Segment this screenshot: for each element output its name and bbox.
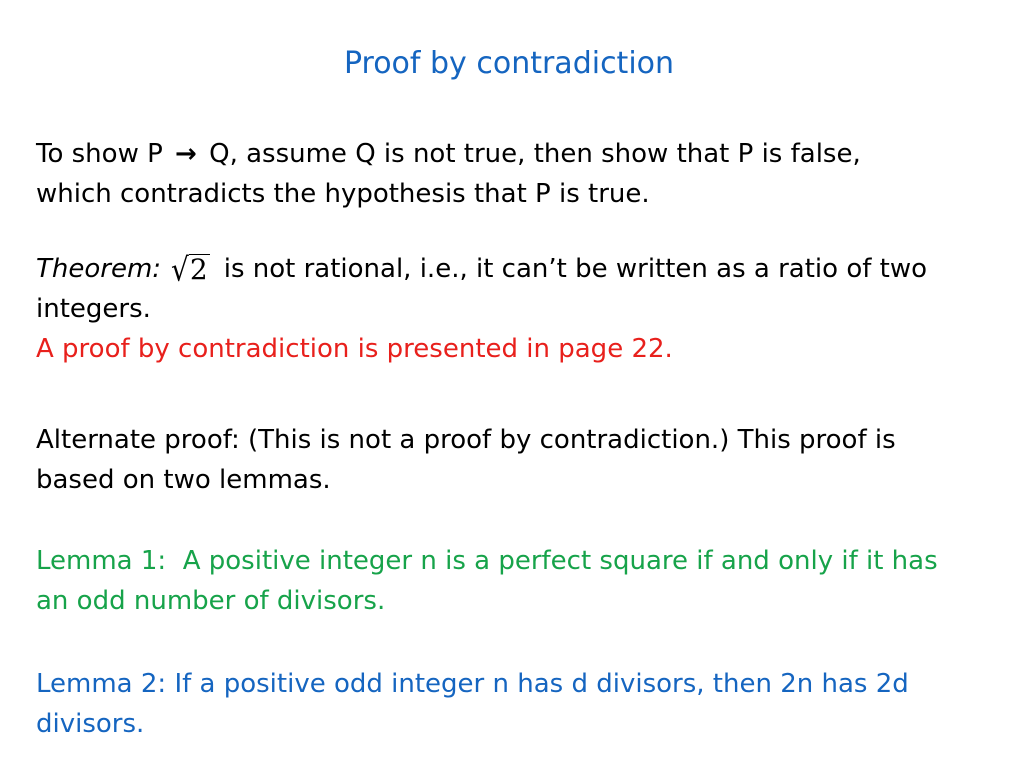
slide-title: Proof by contradiction xyxy=(343,46,675,81)
theorem-line-2: integers. xyxy=(36,294,151,324)
theorem-line-1 xyxy=(36,249,996,289)
right-arrow-icon: → xyxy=(175,139,197,169)
alternate-line-2: based on two lemmas. xyxy=(36,465,331,495)
radicand: 2 xyxy=(189,253,208,286)
lemma-2-paragraph xyxy=(36,664,996,744)
sqrt-two-expression xyxy=(171,250,210,290)
lemma-1-line-2: an odd number of divisors. xyxy=(36,586,386,616)
contradiction-note: A proof by contradiction is presented in page 22. xyxy=(36,334,673,364)
theorem-paragraph xyxy=(36,249,996,369)
radical-sign: √ xyxy=(171,250,189,289)
lemma-1-line-1: Lemma 1: A positive integer n is a perfect square if and only if it has xyxy=(36,546,938,576)
intro-paragraph xyxy=(36,134,996,214)
alternate-line-1: Alternate proof: (This is not a proof by contradiction.) This proof is xyxy=(36,425,896,455)
theorem-label: Theorem: xyxy=(36,254,162,284)
lemma-2-line-2: divisors. xyxy=(36,709,145,739)
intro-line-1 xyxy=(36,134,996,174)
intro-text-after-arrow: Q, assume Q is not true, then show that P is false, xyxy=(200,139,861,169)
theorem-statement: is not rational, i.e., it can’t be written as a ratio of two xyxy=(223,254,928,284)
intro-text-before-arrow: To show P xyxy=(36,139,172,169)
lemma-1-paragraph xyxy=(36,541,996,621)
lemma-2-line-1: Lemma 2: If a positive odd integer n has d divisors, then 2n has 2d xyxy=(36,669,909,699)
alternate-proof-paragraph xyxy=(36,420,996,500)
intro-line-2: which contradicts the hypothesis that P is true. xyxy=(36,179,650,209)
